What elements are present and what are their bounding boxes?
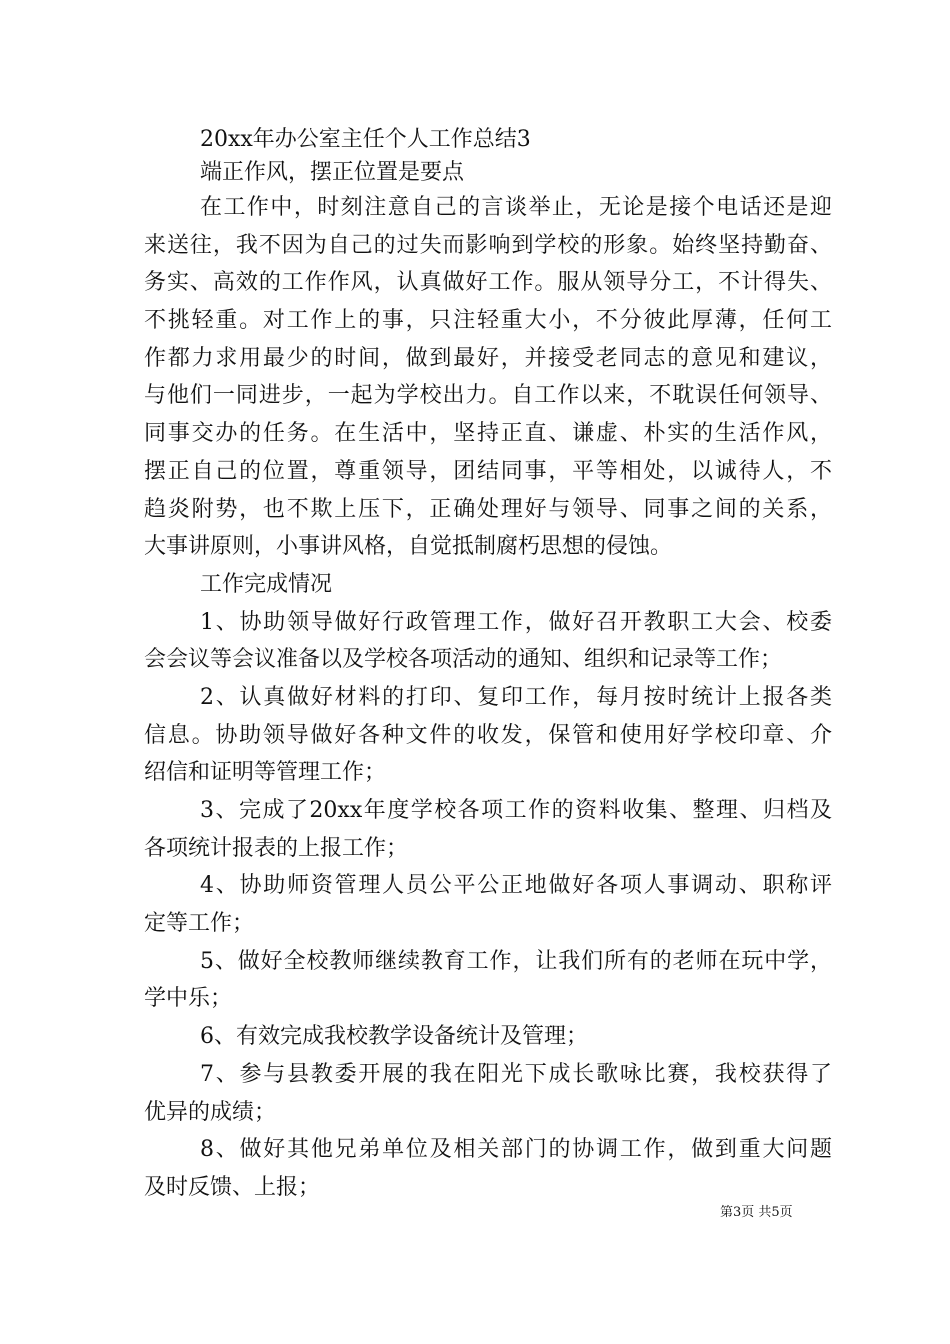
paragraph-line: 务实、高效的工作作风，认真做好工作。服从领导分工，不计得失、 bbox=[144, 270, 832, 296]
list-item-line: 优异的成绩； bbox=[144, 1099, 277, 1125]
list-item-line: 学中乐； bbox=[144, 986, 233, 1012]
list-item-line: 会会议等会议准备以及学校各项活动的通知、组织和记录等工作； bbox=[144, 647, 783, 673]
list-item-line: 1、协助领导做好行政管理工作，做好召开教职工大会、校委 bbox=[200, 609, 832, 635]
list-item-line: 6、有效完成我校教学设备统计及管理； bbox=[200, 1024, 588, 1050]
list-item-line: 各项统计报表的上报工作； bbox=[144, 835, 409, 861]
paragraph-line: 大事讲原则，小事讲风格，自觉抵制腐朽思想的侵蚀。 bbox=[144, 534, 673, 560]
document-body bbox=[144, 189, 832, 1207]
list-item-line: 7、参与县教委开展的我在阳光下成长歌咏比赛，我校获得了 bbox=[200, 1061, 832, 1087]
paragraph-line: 趋炎附势，也不欺上压下，正确处理好与领导、同事之间的关系， bbox=[144, 496, 832, 522]
paragraph-line: 与他们一同进步，一起为学校出力。自工作以来，不耽误任何领导、 bbox=[144, 383, 832, 409]
list-item-line: 信息。协助领导做好各种文件的收发，保管和使用好学校印章、介 bbox=[144, 722, 832, 748]
list-item-line: 4、协助师资管理人员公平公正地做好各项人事调动、职称评 bbox=[200, 873, 832, 899]
section-heading-conduct: 端正作风，摆正位置是要点 bbox=[200, 160, 465, 185]
page-number: 第3页 共5页 bbox=[720, 1205, 793, 1220]
paragraph-line: 在工作中，时刻注意自己的言谈举止，无论是接个电话还是迎 bbox=[200, 195, 832, 220]
list-item-line: 绍信和证明等管理工作； bbox=[144, 760, 387, 786]
list-item-line: 3、完成了20xx年度学校各项工作的资料收集、整理、归档及 bbox=[200, 798, 832, 823]
paragraph-line: 摆正自己的位置，尊重领导，团结同事，平等相处，以诚待人，不 bbox=[144, 458, 832, 484]
paragraph-line: 同事交办的任务。在生活中，坚持正直、谦虚、朴实的生活作风， bbox=[144, 421, 832, 447]
list-item-line: 2、认真做好材料的打印、复印工作，每月按时统计上报各类 bbox=[200, 684, 832, 710]
paragraph-line: 不挑轻重。对工作上的事，只注轻重大小，不分彼此厚薄，任何工 bbox=[144, 308, 832, 334]
list-item-line: 定等工作； bbox=[144, 911, 255, 937]
paragraph-line: 作都力求用最少的时间，做到最好，并接受老同志的意见和建议， bbox=[144, 345, 832, 371]
title-block bbox=[144, 123, 832, 189]
list-item-line: 5、做好全校教师继续教育工作，让我们所有的老师在玩中学， bbox=[200, 948, 832, 974]
paragraph-line: 来送往，我不因为自己的过失而影响到学校的形象。始终坚持勤奋、 bbox=[144, 232, 832, 258]
list-item-line: 及时反馈、上报； bbox=[144, 1174, 321, 1200]
section-heading-completion: 工作完成情况 bbox=[200, 571, 333, 597]
document-title: 20xx年办公室主任个人工作总结3 bbox=[200, 127, 531, 152]
list-item-line: 8、做好其他兄弟单位及相关部门的协调工作，做到重大问题 bbox=[200, 1137, 832, 1163]
